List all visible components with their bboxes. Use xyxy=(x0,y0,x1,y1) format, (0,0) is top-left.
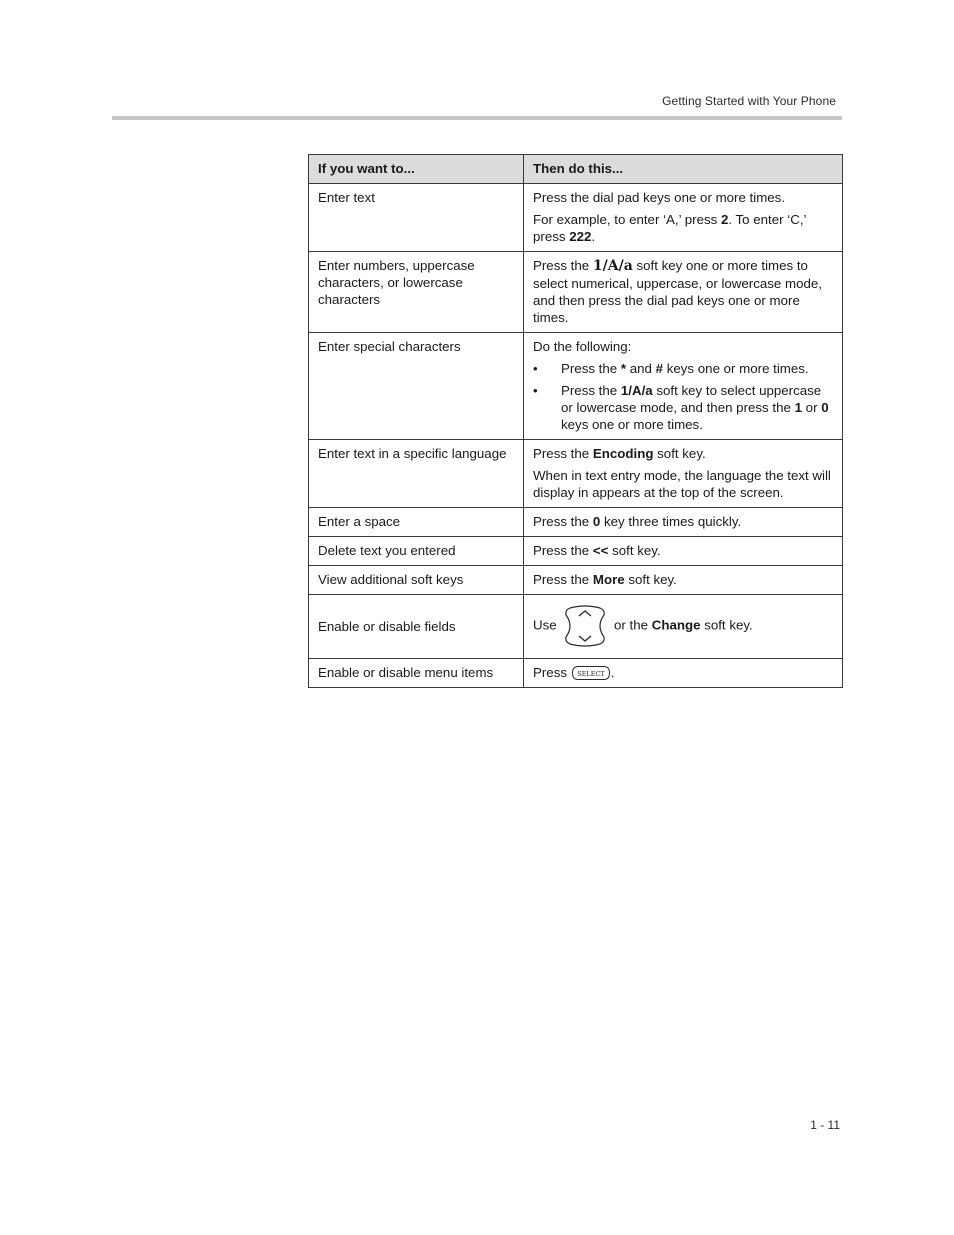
table-row xyxy=(309,184,843,252)
table-row xyxy=(309,659,843,688)
action-cell: Delete text you entered xyxy=(309,537,524,566)
instruction-cell xyxy=(524,184,843,252)
column-header-instruction: Then do this... xyxy=(524,155,843,184)
action-cell: Enter a space xyxy=(309,508,524,537)
action-cell: Enter text xyxy=(309,184,524,252)
header-rule xyxy=(112,116,842,120)
instruction-cell: Use or the Change soft key. xyxy=(524,595,843,659)
action-cell: View additional soft keys xyxy=(309,566,524,595)
select-key-label: SELECT xyxy=(576,670,605,679)
instruction-cell xyxy=(524,440,843,508)
table-row xyxy=(309,333,843,440)
table-row xyxy=(309,566,843,595)
up-down-nav-key-icon xyxy=(560,605,610,647)
mode-key-label: 1/A/a xyxy=(592,258,633,274)
instruction-cell xyxy=(524,333,843,440)
instruction-cell: Press the 0 key three times quickly. xyxy=(524,508,843,537)
instruction-cell: Press the 1/A/a soft key one or more times to select numerical, uppercase, or lowercase mode, and then press the dial pad keys one or more times. xyxy=(524,252,843,333)
instruction-line: Press the dial pad keys one or more times. xyxy=(533,190,786,205)
instruction-cell: Press the More soft key. xyxy=(524,566,843,595)
bullet-item: • Press the 1/A/a soft key to select uppercase or lowercase mode, and then press the 1 or 0 keys one or more times. xyxy=(533,382,833,433)
page-number: 1 - 11 xyxy=(810,1118,840,1132)
action-cell: Enter special characters xyxy=(309,333,524,440)
instruction-cell: Press SELECT . xyxy=(524,659,843,688)
action-cell: Enter text in a specific language xyxy=(309,440,524,508)
table-row xyxy=(309,440,843,508)
bullet-list xyxy=(533,360,833,433)
instruction-cell: Press the << soft key. xyxy=(524,537,843,566)
instruction-line: Press the Encoding soft key. xyxy=(533,446,706,461)
action-cell: Enable or disable menu items xyxy=(309,659,524,688)
table-row xyxy=(309,508,843,537)
table-row xyxy=(309,537,843,566)
table-row xyxy=(309,252,843,333)
action-cell: Enter numbers, uppercase characters, or lowercase characters xyxy=(309,252,524,333)
instruction-line: For example, to enter ‘A,’ press 2. To enter ‘C,’ press 222. xyxy=(533,212,806,244)
column-header-action: If you want to... xyxy=(309,155,524,184)
table-header-row xyxy=(309,155,843,184)
bullet-item: • Press the * and # keys one or more times. xyxy=(533,360,833,377)
select-key-icon xyxy=(571,665,611,681)
instruction-line: When in text entry mode, the language the text will display in appears at the top of the screen. xyxy=(533,468,831,500)
running-header: Getting Started with Your Phone xyxy=(662,94,836,108)
instruction-line: Do the following: xyxy=(533,339,632,354)
instruction-table xyxy=(308,154,843,688)
table-row xyxy=(309,595,843,659)
action-cell: Enable or disable fields xyxy=(309,595,524,659)
